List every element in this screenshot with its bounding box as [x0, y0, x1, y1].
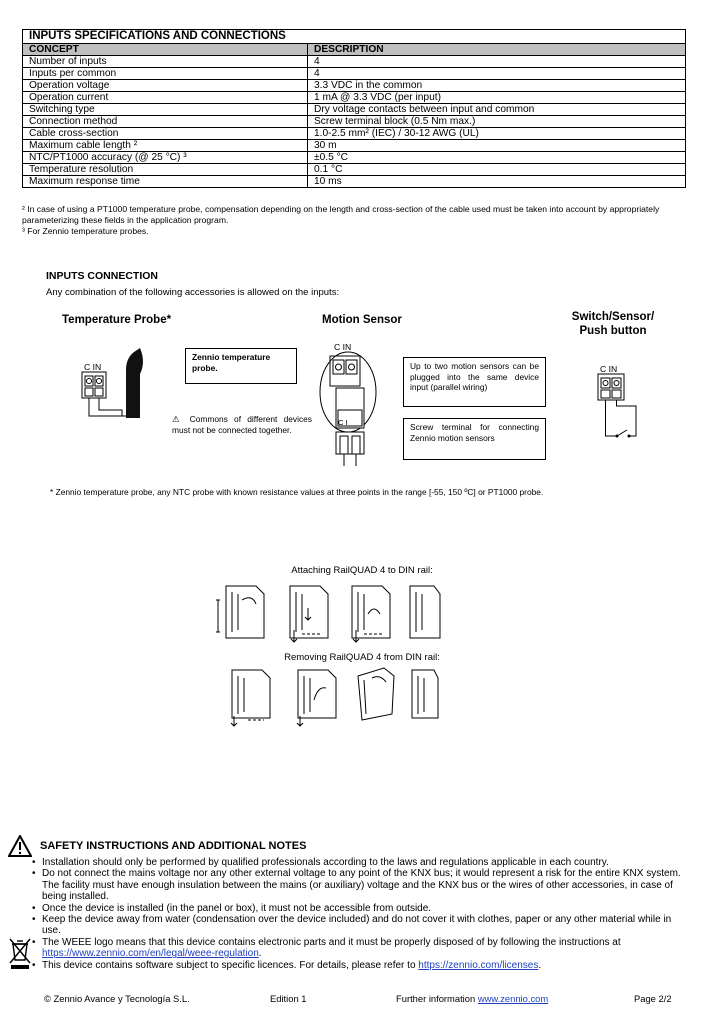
column-header-description: DESCRIPTION — [308, 44, 686, 56]
table-row — [23, 164, 686, 176]
concept-cell: Cable cross-section — [23, 128, 308, 140]
description-cell: 10 ms — [308, 176, 686, 188]
remove-illustration — [222, 664, 440, 728]
temperature-probe-title: Temperature Probe* — [62, 314, 172, 326]
safety-item-3: • Once the device is installed (in the panel or box), it must not be accessible from outside. — [30, 903, 690, 914]
footer-website-link[interactable]: www.zennio.com — [477, 993, 549, 1004]
concept-cell: Number of inputs — [23, 56, 308, 68]
licences-text: This device contains software subject to specific licences. For details, please refer to — [42, 959, 416, 971]
footer-info-text: Further information — [396, 993, 476, 1004]
table-row — [23, 140, 686, 152]
inputs-spec-table — [22, 29, 686, 188]
footer-page-number: Page 2/2 — [634, 993, 672, 1004]
description-cell: 3.3 VDC in the common — [308, 80, 686, 92]
concept-cell: Maximum response time — [23, 176, 308, 188]
concept-cell: Operation voltage — [23, 80, 308, 92]
motion-callout-screw: Screw terminal for connecting Zennio motion sensors — [403, 418, 546, 460]
probe-note: * Zennio temperature probe, any NTC probe with known resistance values at three points in the range [-55, 150 ºC] or PT1000 probe. — [50, 487, 544, 497]
footer-edition: Edition 1 — [270, 993, 307, 1004]
concept-cell: Connection method — [23, 116, 308, 128]
motion-terminal-small-label: C I — [338, 418, 348, 427]
concept-cell: Operation current — [23, 92, 308, 104]
description-cell: 4 — [308, 56, 686, 68]
description-cell: 30 m — [308, 140, 686, 152]
motion-sensor-title: Motion Sensor — [322, 314, 402, 326]
concept-cell: Temperature resolution — [23, 164, 308, 176]
safety-item-4: • Keep the device away from water (condensation over the device included) and do not cover it with clothes, paper or any other material while in use. — [30, 914, 690, 937]
table-row — [23, 104, 686, 116]
description-cell: Screw terminal block (0.5 Nm max.) — [308, 116, 686, 128]
concept-cell: Switching type — [23, 104, 308, 116]
safety-item-1: • Installation should only be performed by qualified professionals according to the laws and regulations applicable in each country. — [30, 857, 690, 868]
footer-info — [396, 993, 548, 1004]
motion-sensor-diagram — [318, 348, 388, 470]
table-title: INPUTS SPECIFICATIONS AND CONNECTIONS — [23, 30, 686, 44]
footnote-2: ² In case of using a PT1000 temperature probe, compensation depending on the length and cross-section of the cable used must be taken into account by appropriately parameterizing these fields in the application program. — [22, 204, 660, 225]
table-row — [23, 116, 686, 128]
table-row — [23, 92, 686, 104]
motion-terminal-label: C IN — [334, 342, 352, 352]
temperature-probe-diagram — [76, 340, 156, 430]
attach-label: Attaching RailQUAD 4 to DIN rail: — [291, 565, 433, 576]
section-heading-safety: SAFETY INSTRUCTIONS AND ADDITIONAL NOTES — [40, 840, 307, 852]
safety-item-2: • Do not connect the mains voltage nor any other external voltage to any point of the KNX bus; it would represent a risk for the entire KNX system. The facility must have enough insulation between the mains (or auxiliary) voltage and the KNX bus or the wires of other accessories, in case of being installed. — [30, 868, 690, 902]
licences-period: . — [538, 959, 542, 971]
table-row — [23, 128, 686, 140]
table-row — [23, 152, 686, 164]
concept-cell: Inputs per common — [23, 68, 308, 80]
connection-intro: Any combination of the following accessories is allowed on the inputs: — [46, 287, 340, 298]
table-row — [23, 80, 686, 92]
weee-text: The WEEE logo means that this device contains electronic parts and it must be properly disposed of by following the instructions at — [42, 936, 621, 948]
description-cell: 1.0-2.5 mm² (IEC) / 30-12 AWG (UL) — [308, 128, 686, 140]
weee-bin-icon — [8, 936, 32, 970]
description-cell: 0.1 °C — [308, 164, 686, 176]
description-cell: 1 mA @ 3.3 VDC (per input) — [308, 92, 686, 104]
footer-company: © Zennio Avance y Tecnología S.L. — [44, 993, 190, 1004]
attach-illustration — [212, 580, 442, 644]
commons-warning-text: Commons of different devices must not be connected together. — [172, 414, 312, 435]
table-row — [23, 176, 686, 188]
commons-warning — [172, 414, 312, 448]
safety-item-6 — [30, 960, 690, 971]
warning-icon: ⚠ — [172, 414, 184, 424]
description-cell: ±0.5 °C — [308, 152, 686, 164]
column-header-concept: CONCEPT — [23, 44, 308, 56]
switch-title-line2: Push button — [579, 325, 647, 337]
probe-callout: Zennio temperature probe. — [185, 348, 297, 384]
section-heading-inputs-connection: INPUTS CONNECTION — [46, 270, 159, 282]
switch-sensor-title — [560, 310, 666, 338]
safety-list — [30, 857, 690, 971]
description-cell: 4 — [308, 68, 686, 80]
weee-period: . — [258, 948, 262, 960]
safety-item-5 — [30, 937, 690, 960]
warning-triangle-icon — [8, 835, 32, 857]
switch-terminal-label: C IN — [600, 364, 618, 374]
concept-cell: Maximum cable length ² — [23, 140, 308, 152]
switch-title-line1: Switch/Sensor/ — [571, 311, 655, 323]
licenses-link[interactable]: https://zennio.com/licenses — [418, 959, 539, 971]
table-row — [23, 56, 686, 68]
probe-terminal-label: C IN — [84, 362, 102, 372]
weee-link[interactable]: https://www.zennio.com/en/legal/weee-regulation — [42, 948, 259, 960]
motion-callout-parallel: Up to two motion sensors can be plugged into the same device input (parallel wiring) — [403, 357, 546, 407]
remove-label: Removing RailQUAD 4 from DIN rail: — [284, 652, 440, 663]
table-row — [23, 68, 686, 80]
footnote-3: ³ For Zennio temperature probes. — [22, 226, 149, 236]
concept-cell: NTC/PT1000 accuracy (@ 25 °C) ³ — [23, 152, 308, 164]
description-cell: Dry voltage contacts between input and common — [308, 104, 686, 116]
